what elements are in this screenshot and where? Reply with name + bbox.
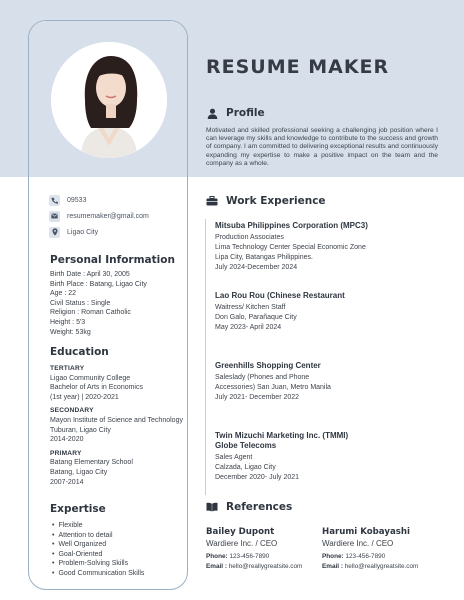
phone-value: 123-456-7890 [229,553,270,560]
job-line: May 2023- April 2024 [215,324,282,331]
personal-info-heading: Personal Information [50,254,175,266]
reference-email [206,562,336,572]
email-icon [49,211,60,222]
job-line: Accessories) San Juan, Metro Manila [215,384,331,391]
email-value: hello@reallygreatsite.com [228,563,303,570]
list-item: • Attention to detail [52,531,186,541]
job-entry-3 [215,361,445,403]
education-level-secondary: SECONDARY [50,407,94,415]
job-line: July 2021- December 2022 [215,394,300,401]
contact-location [49,225,184,239]
job-line: Lipa City, Batangas Philippines. [215,254,313,261]
phone-text: 09533 [67,196,87,204]
job-entry-4 [215,431,365,483]
reference-role: Wardiere Inc. / CEO [206,539,278,548]
references-heading [206,501,292,513]
job-title: Lao Rou Rou (Chinese Restaurant [215,291,345,300]
expertise-list [52,521,186,579]
education-line: 2007-2014 [50,478,84,486]
job-entry-2 [215,291,445,333]
education-line: Mayon Institute of Science and Technology [50,416,183,424]
job-title: Twin Mizuchi Marketing Inc. (TMMI) Globe Telecoms [215,431,349,450]
weight: Weight: 53kg [50,328,91,336]
reference-phone [206,552,336,562]
phone-icon [49,195,60,206]
timeline-divider [205,219,206,495]
list-item: • Flexible [52,521,186,531]
briefcase-icon [206,195,218,207]
job-line: Don Galo, Parañaque City [215,314,297,321]
job-line: Lima Technology Center Special Economic Zone [215,244,366,251]
birth-place: Birth Place : Batang, Ligao City [50,280,147,288]
education-heading: Education [50,346,109,358]
profile-photo [51,42,167,158]
profile-heading-text: Profile [226,107,265,119]
reference-role: Wardiere Inc. / CEO [322,539,394,548]
references-heading-text: References [226,501,293,513]
contact-phone [49,193,184,207]
list-item: • Goal-Oriented [52,550,186,560]
email-text: resumemaker@gmail.com [67,212,149,220]
job-entry-1 [215,221,445,273]
education-line: (1st year) | 2020-2021 [50,393,119,401]
reference-name: Harumi Kobayashi [322,527,410,537]
education-line: Bachelor of Arts in Economics [50,384,143,392]
phone-value: 123-456-7890 [345,553,386,560]
phone-label: Phone: [206,553,228,560]
height: Height : 5'3 [50,318,86,326]
work-experience-heading-text: Work Experience [226,195,326,207]
job-line: Waitress/ Kitchen Staff [215,304,286,311]
job-title: Greenhills Shopping Center [215,361,321,370]
job-title: Mitsuba Philippines Corporation (MPC3) [215,221,368,230]
work-experience-heading [206,195,326,207]
religion: Religion : Roman Catholic [50,309,131,317]
email-label: Email : [206,563,227,570]
job-line: Sales Agent [215,454,253,461]
location-text: Ligao City [67,228,99,236]
reference-phone [322,552,452,562]
education-line: Tuburan, Ligao City [50,426,111,434]
job-line: December 2020- July 2021 [215,474,300,481]
education-line: 2014-2020 [50,436,84,444]
education-line: Ligao Community College [50,374,131,382]
education-line: Batang, Ligao City [50,468,108,476]
age: Age : 22 [50,290,77,298]
email-value: hello@reallygreatsite.com [344,563,419,570]
education-line: Batang Elementary School [50,459,133,467]
job-line: Saleslady (Phones and Phone [215,374,310,381]
job-line: July 2024-December 2024 [215,264,298,271]
list-item: • Good Communication Skills [52,569,186,579]
reference-card-2 [322,527,452,572]
reference-name: Bailey Dupont [206,527,275,537]
expertise-heading: Expertise [50,503,106,515]
page-title: RESUME MAKER [206,56,390,78]
contact-email [49,209,184,223]
phone-label: Phone: [322,553,344,560]
education-level-tertiary: TERTIARY [50,365,85,372]
reference-card-1 [206,527,336,572]
profile-heading [206,107,265,119]
birth-date: Birth Date : April 30, 2005 [50,271,130,278]
job-line: Calzada, Ligao City [215,464,276,471]
job-line: Production Associates [215,234,284,241]
location-pin-icon [49,227,60,238]
list-item: • Problem-Solving Skills [52,559,186,569]
personal-info-list [50,270,184,337]
civil-status: Civil Status : Single [50,299,111,307]
email-label: Email : [322,563,343,570]
profile-summary: Motivated and skilled professional seeking a challenging job position where I can leverage my skills and knowledge to contribute to the success and growth of company. I am committed to delivering exceptional results and continuously expanding my expertise to make a positive impact on the team and the company as a whole. [206,127,438,167]
education-level-primary: PRIMARY [50,449,82,457]
user-icon [206,107,218,119]
list-item: • Well Organized [52,540,186,550]
education-list [50,364,184,487]
reference-email [322,562,452,572]
open-book-icon [206,501,218,513]
